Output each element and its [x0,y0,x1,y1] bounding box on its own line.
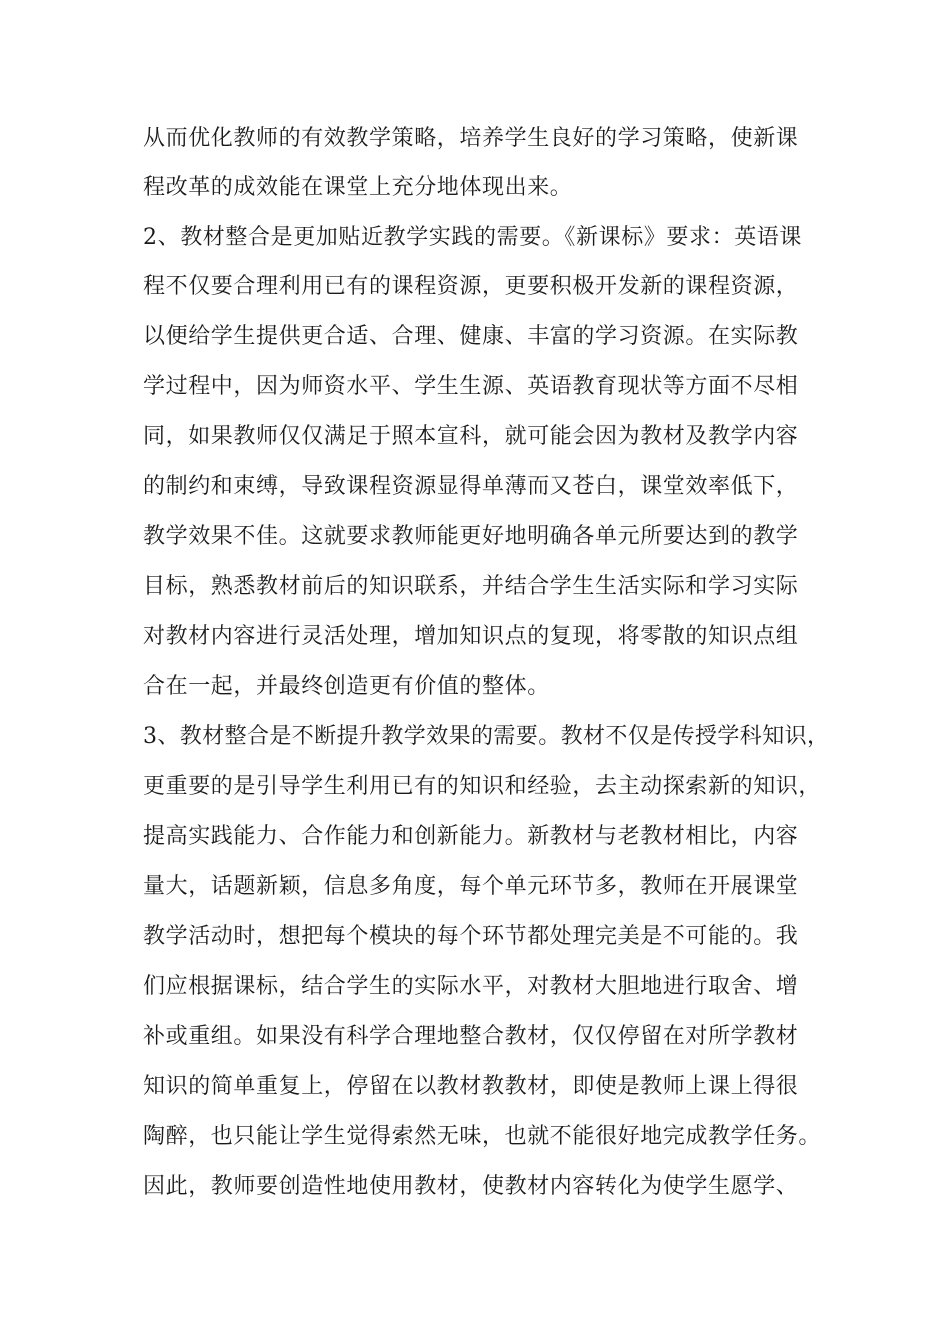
text-line: 量大，话题新颖，信息多角度，每个单元环节多，教师在开展课堂 [143,874,799,899]
text-line: 程改革的成效能在课堂上充分地体现出来。 [143,175,573,200]
text-line: 知识的简单重复上，停留在以教材教教材，即使是教师上课上得很 [143,1074,799,1099]
text-line: 教学效果不佳。这就要求教师能更好地明确各单元所要达到的教学 [143,524,799,549]
text-line: 更重要的是引导学生利用已有的知识和经验，去主动探索新的知识， [143,774,822,799]
text-line: 的制约和束缚，导致课程资源显得单薄而又苍白，课堂效率低下， [143,474,799,499]
text-line: 2、教材整合是更加贴近教学实践的需要。《新课标》要求：英语课 [143,225,802,250]
text-line: 目标，熟悉教材前后的知识联系，并结合学生生活实际和学习实际 [143,574,799,599]
text-line: 因此，教师要创造性地使用教材，使教材内容转化为使学生愿学、 [143,1174,799,1199]
text-line: 3、教材整合是不断提升教学效果的需要。教材不仅是传授学科知识， [143,724,830,749]
text-line: 补或重组。如果没有科学合理地整合教材，仅仅停留在对所学教材 [143,1024,799,1049]
text-line: 以便给学生提供更合适、合理、健康、丰富的学习资源。在实际教 [143,324,799,349]
text-line: 对教材内容进行灵活处理，增加知识点的复现，将零散的知识点组 [143,624,799,649]
text-line: 教学活动时，想把每个模块的每个环节都处理完美是不可能的。我 [143,924,799,949]
text-line: 提高实践能力、合作能力和创新能力。新教材与老教材相比，内容 [143,824,799,849]
text-line: 同，如果教师仅仅满足于照本宣科，就可能会因为教材及教学内容 [143,424,799,449]
text-line: 学过程中，因为师资水平、学生生源、英语教育现状等方面不尽相 [143,374,799,399]
text-line: 程不仅要合理利用已有的课程资源，更要积极开发新的课程资源， [143,274,799,299]
text-line: 们应根据课标，结合学生的实际水平，对教材大胆地进行取舍、增 [143,974,799,999]
text-line: 陶醉，也只能让学生觉得索然无味，也就不能很好地完成教学任务。 [143,1124,822,1149]
text-line: 合在一起，并最终创造更有价值的整体。 [143,674,550,699]
text-line: 从而优化教师的有效教学策略，培养学生良好的学习策略，使新课 [143,126,799,151]
